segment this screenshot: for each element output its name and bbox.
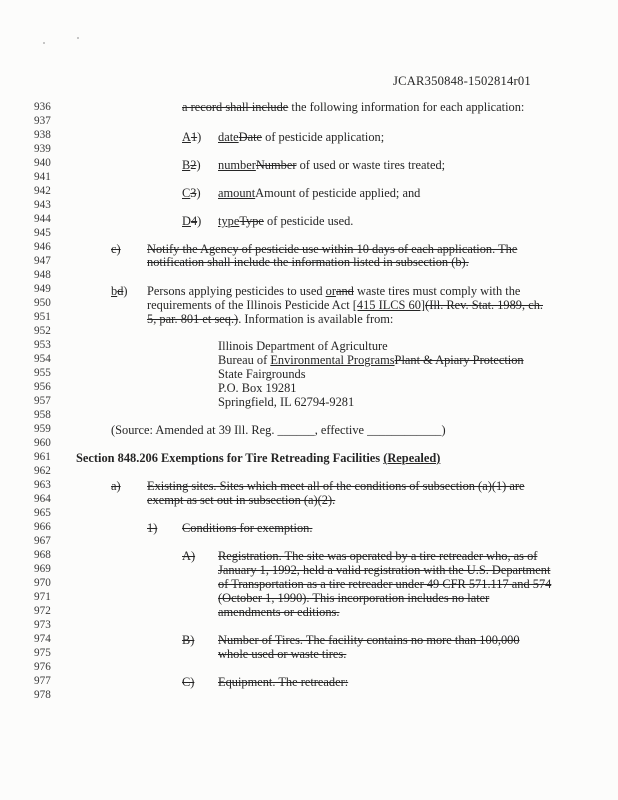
line-number: 972: [34, 605, 51, 617]
line-number: 956: [34, 381, 51, 393]
address-line-5: Springfield, IL 62794-9281: [218, 395, 355, 409]
deleted-notify-line-2: notification shall include the information listed in subsection (b).: [147, 255, 469, 269]
item-text-number: numberNumber of used or waste tires treated;: [218, 158, 446, 172]
line-number: 937: [34, 115, 51, 127]
line-number: 955: [34, 367, 51, 379]
subsection-label-c: c): [111, 242, 121, 256]
text-line-950: requirements of the Illinois Pesticide Act [415 ILCS 60](Ill. Rev. Stat. 1989, ch.: [147, 298, 543, 312]
item-label-c: C3): [182, 186, 201, 200]
line-number: 942: [34, 185, 51, 197]
line-number: 974: [34, 633, 51, 645]
registration-line-968: Registration. The site was operated by a tire retreader who, as of: [218, 549, 538, 563]
line-number: 944: [34, 213, 51, 225]
item-text-type: typeType of pesticide used.: [218, 214, 354, 228]
line-number: 960: [34, 437, 51, 449]
text-line-936: a record shall include the following information for each application:: [182, 100, 525, 114]
document-id-header: JCAR350848-1502814r01: [393, 74, 531, 88]
item-text-amount: amountAmount of pesticide applied; and: [218, 186, 421, 200]
line-number: 939: [34, 143, 51, 155]
line-number: 968: [34, 549, 51, 561]
line-number: 947: [34, 255, 51, 267]
line-number: 971: [34, 591, 51, 603]
line-number: 959: [34, 423, 51, 435]
text-line-951: 5, par. 801 et seq.). Information is available from:: [147, 312, 394, 326]
line-number: 978: [34, 689, 51, 701]
line-number: 964: [34, 493, 51, 505]
line-number: 977: [34, 675, 51, 687]
section-heading: Section 848.206 Exemptions for Tire Retreading Facilities (Repealed): [76, 451, 441, 465]
line-number: 948: [34, 269, 51, 281]
line-number: 961: [34, 451, 51, 463]
line-number: 958: [34, 409, 51, 421]
subsection-label-a: a): [111, 479, 121, 493]
line-number: 967: [34, 535, 51, 547]
line-number: 950: [34, 297, 51, 309]
line-number: 938: [34, 129, 51, 141]
subsection-label-bd: bd): [111, 284, 128, 298]
line-number: 941: [34, 171, 51, 183]
deleted-line-971: (October 1, 1990). This incorporation includes no later: [218, 591, 490, 605]
line-number: 970: [34, 577, 51, 589]
address-line-1: Illinois Department of Agriculture: [218, 339, 388, 353]
line-number: 936: [34, 101, 51, 113]
line-number: 946: [34, 241, 51, 253]
line-number: 953: [34, 339, 51, 351]
deleted-line-970: of Transportation as a tire retreader under 49 CFR 571.117 and 574: [218, 577, 552, 591]
deleted-line-972: amendments or editions.: [218, 605, 340, 619]
deleted-line-963: Existing sites. Sites which meet all of the conditions of subsection (a)(1) are: [147, 479, 525, 493]
line-number: 957: [34, 395, 51, 407]
line-number: 963: [34, 479, 51, 491]
subparagraph-label-A: A): [182, 549, 196, 563]
paragraph-label-1: 1): [147, 521, 158, 535]
deleted-notify-line-1: Notify the Agency of pesticide use within 10 days of each application. The: [147, 242, 518, 256]
line-number: 943: [34, 199, 51, 211]
deleted-line-977: Equipment. The retreader:: [218, 675, 349, 689]
line-number: 940: [34, 157, 51, 169]
text-line-949: Persons applying pesticides to used orand waste tires must comply with the: [147, 284, 521, 298]
line-number: 965: [34, 507, 51, 519]
scan-speck: [43, 42, 45, 44]
deleted-line-969: January 1, 1992, held a valid registration with the U.S. Department: [218, 563, 551, 577]
line-number: 966: [34, 521, 51, 533]
item-label-d: D4): [182, 214, 202, 228]
item-label-b: B2): [182, 158, 201, 172]
address-line-2: Bureau of Environmental ProgramsPlant & Apiary Protection: [218, 353, 524, 367]
item-text-date: dateDate of pesticide application;: [218, 130, 385, 144]
line-number: 969: [34, 563, 51, 575]
line-number: 945: [34, 227, 51, 239]
line-number: 976: [34, 661, 51, 673]
line-number: 949: [34, 283, 51, 295]
line-number: 962: [34, 465, 51, 477]
deleted-line-974: Number of Tires. The facility contains no more than 100,000: [218, 633, 520, 647]
line-number: 951: [34, 311, 51, 323]
deleted-line-966: Conditions for exemption.: [182, 521, 313, 535]
line-number: 975: [34, 647, 51, 659]
address-line-3: State Fairgrounds: [218, 367, 306, 381]
line-number: 973: [34, 619, 51, 631]
scan-speck: [77, 37, 79, 39]
deleted-line-964: exempt as set out in subsection (a)(2).: [147, 493, 336, 507]
line-number: 954: [34, 353, 51, 365]
subparagraph-label-C: C): [182, 675, 195, 689]
line-number: 952: [34, 325, 51, 337]
subparagraph-label-B: B): [182, 633, 195, 647]
deleted-line-975: whole used or waste tires.: [218, 647, 347, 661]
item-label-a: A1): [182, 130, 202, 144]
address-line-4: P.O. Box 19281: [218, 381, 297, 395]
source-note: (Source: Amended at 39 Ill. Reg. ______, effective ____________): [111, 423, 446, 437]
